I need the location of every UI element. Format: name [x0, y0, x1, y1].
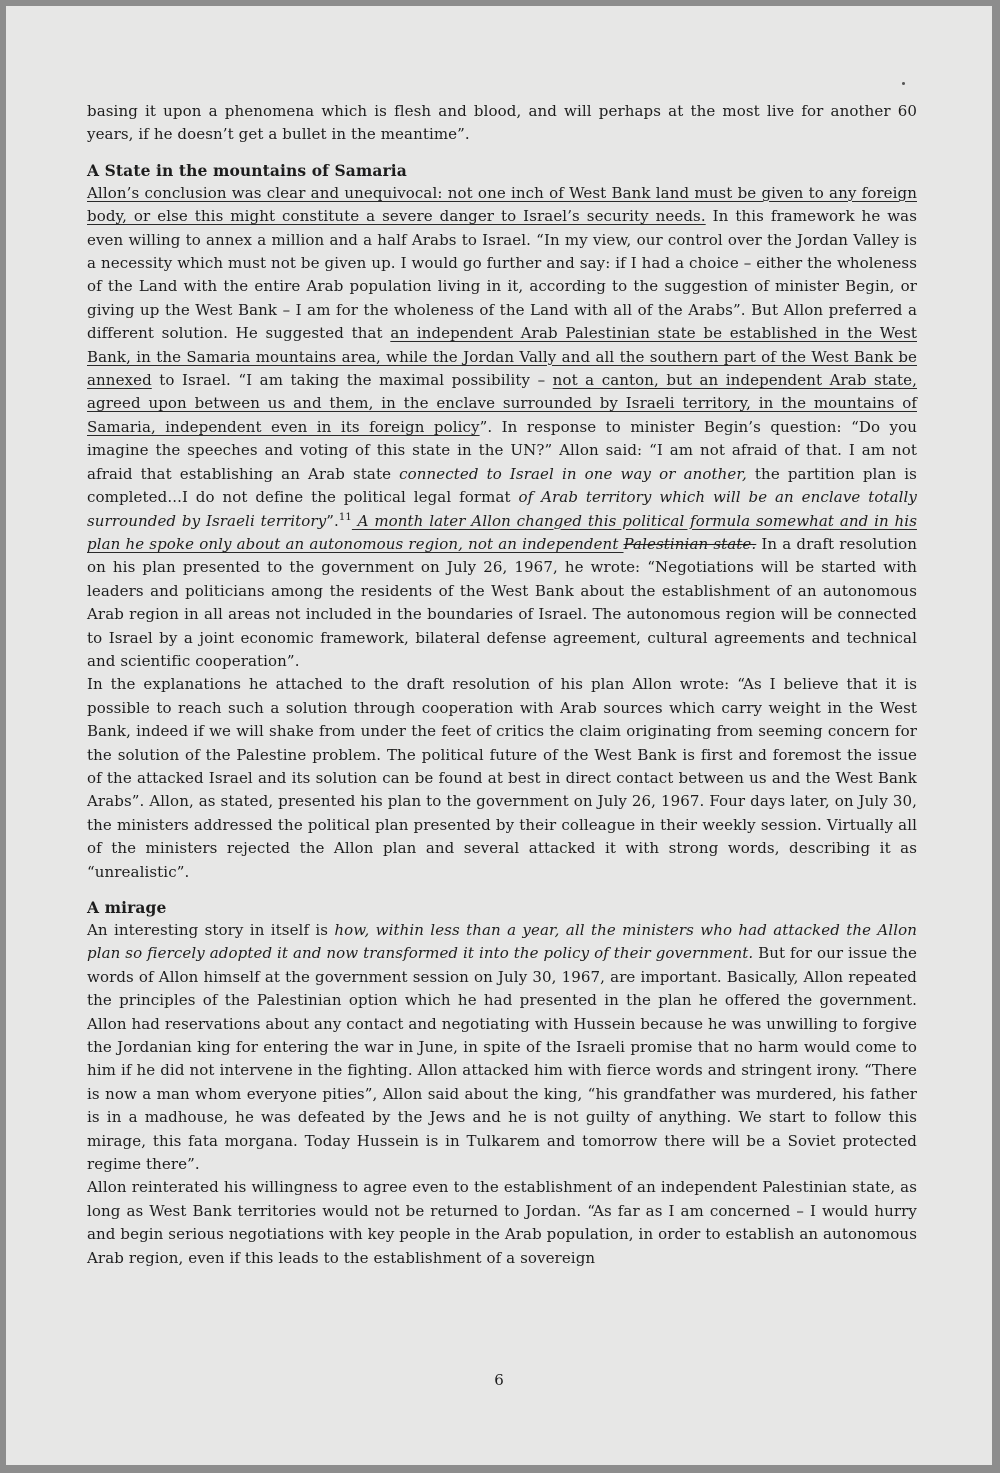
paragraph-1: basing it upon a phenomena which is flesh and blood, and will perhaps at the most live for another 60 years, if he doesn’t get a bullet in the meantime”.	[87, 102, 917, 144]
struck-italic-run: Palestinian state.	[623, 534, 757, 553]
underlined-passage: not a canton, but an independent Arab state, agreed upon between us and them, in the enclave surrounded by Israeli territory, in the mountains of Samaria, independent even in its foreign policy	[87, 371, 917, 436]
footnote-marker: 11	[338, 511, 352, 523]
italic-underlined-run: A month later Allon changed this political formula somewhat and in his plan he spoke only about an autonomous region, not an independent	[87, 511, 917, 553]
text-run: An interesting story in itself is	[87, 921, 335, 939]
italic-run: of Arab territory which will be an enclave totally surrounded by Israeli territory	[87, 488, 917, 530]
paragraph-4	[87, 919, 917, 1176]
heading-state-in-samaria: A State in the mountains of Samaria	[87, 160, 407, 180]
text-run: ”. In response to minister Begin’s question: “Do you imagine the speeches and voting of this state in the UN?” Allon said: “I am not afraid of that. I am not afraid that establishing an Arab state	[87, 417, 918, 483]
body-text	[87, 100, 917, 1270]
italic-run: connected to Israel in one way or another,	[399, 464, 747, 483]
page-number: 6	[494, 1371, 504, 1389]
text-run: ”.	[326, 511, 339, 530]
document-page	[6, 6, 992, 1465]
underlined-passage: an independent Arab Palestinian state be established in the West Bank, in the Samaria mountains area, while the Jordan Vally and all the southern part of the West Bank be annexed	[87, 324, 917, 390]
heading-a-mirage: A mirage	[87, 898, 167, 917]
text-run: to Israel. “I am taking the maximal possibility –	[151, 371, 553, 390]
italic-run: how, within less than a year, all the ministers who had attacked the Allon plan so fiercely adopted it and now transformed it into the policy of their government.	[87, 921, 917, 963]
paragraph-2	[87, 182, 917, 674]
text-run: In a draft resolution on his plan presented to the government on July 26, 1967, he wrote: “Negotiations will be started with leaders and politicians among the residents of the West Bank about the establishment of an autonomous Arab region in all areas not included in the boundaries of Israel. The autonomous region will be connected to Israel by a joint economic framework, bilateral defense agreement, cultural agreements and technical and scientific cooperation”.	[87, 534, 917, 670]
text-run: In this framework he was even willing to annex a million and a half Arabs to Israel. “In my view, our control over the Jordan Valley is a necessity which must not be given up. I would go further and say: if I had a choice – either the wholeness of the Land with the entire Arab population living in it, according to the suggestion of minister Begin, or giving up the West Bank – I am for the wholeness of the Land with all of the Arabs”. But Allon preferred a different solution. He suggested that	[87, 207, 917, 343]
paragraph-3: In the explanations he attached to the draft resolution of his plan Allon wrote: “As I believe that it is possible to reach such a solution through cooperation with Arab sources which carry weight in the West Bank, indeed if we will shake from under the feet of critics the claim originating from seeming concern for the solution of the Palestine problem. The political future of the West Bank is first and foremost the issue of the attacked Israel and its solution can be found at best in direct contact between us and the West Bank Arabs”. Allon, as stated, presented his plan to the government on July 26, 1967. Four days later, on July 30, the ministers addressed the political plan presented by their colleague in their weekly session. Virtually all of the ministers rejected the Allon plan and several attacked it with strong words, describing it as “unrealistic”.	[87, 675, 917, 881]
text-run: But for our issue the words of Allon himself at the government session on July 30, 1967, are important. Basically, Allon repeated the principles of the Palestinian option which he had presented in the plan he offered the government. Allon had reservations about any contact and negotiating with Hussein because he was unwilling to forgive the Jordanian king for entering the war in June, in spite of the Israeli promise that no harm would come to him if he did not intervene in the fighting. Allon attacked him with fierce words and stringent irony. “There is now a man whom everyone pities”, Allon said about the king, “his grandfather was murdered, his father is in a madhouse, he was defeated by the Jews and he is not guilty of anything. We start to follow this mirage, this fata morgana. Today Hussein is in Tulkarem and tomorrow there will be a Soviet protected regime there”.	[87, 944, 917, 1174]
text-run: the partition plan is completed...I do not define the political legal format	[87, 464, 917, 507]
underlined-passage: Allon’s conclusion was clear and unequivocal: not one inch of West Bank land must be given to any foreign body, or else this might constitute a severe danger to Israel’s security needs.	[87, 183, 917, 226]
ink-speck	[902, 82, 905, 85]
paragraph-5: Allon reinterated his willingness to agree even to the establishment of an independent Palestinian state, as long as West Bank territories would not be returned to Jordan. “As far as I am concerned – I would hurry and begin serious negotiations with key people in the Arab population, in order to establish an autonomous Arab region, even if this leads to the establishment of a sovereign	[87, 1178, 917, 1267]
